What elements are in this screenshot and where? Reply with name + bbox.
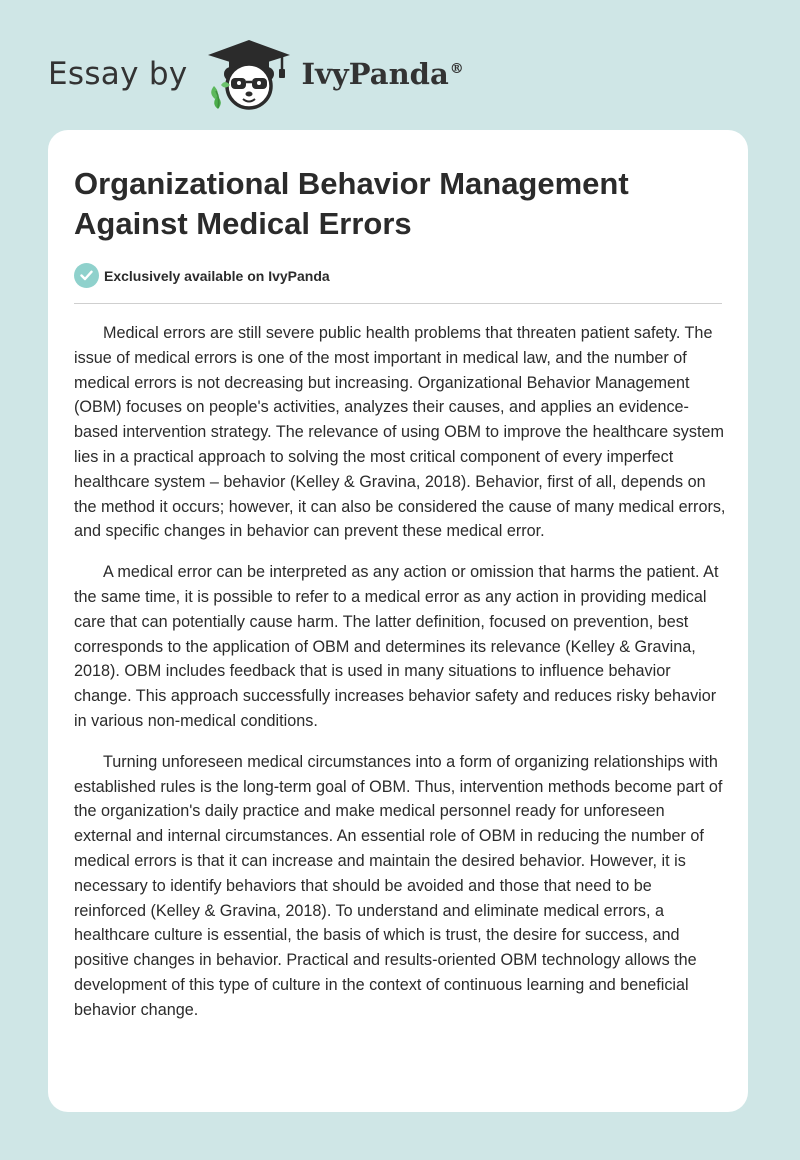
registered-mark: ®: [449, 61, 464, 78]
divider: [74, 303, 722, 304]
check-circle-icon: [74, 263, 99, 288]
ivypanda-logo-link[interactable]: [204, 36, 464, 112]
ivypanda-brand-name: IvyPanda®: [301, 57, 464, 91]
essay-paragraph: Medical errors are still severe public health problems that threaten patient safety. The issue of medical errors is one of the most important in medical law, and the number of medical errors is not decreasing but increasing. Organizational Behavior Management (OBM) focuses on people's activities, analyzes their causes, and applies an evidence-based intervention strategy. The relevance of using OBM to improve the healthcare system lies in a practical approach to solving the most critical component of every imperfect healthcare system – behavior (Kelley & Gravina, 2018). Behavior, first of all, depends on the method it occurs; however, it can also be considered the cause of many medical errors, and specific changes in behavior can prevent these medical error.: [74, 324, 726, 541]
essay-by-label: Essay by: [48, 56, 188, 92]
essay-card: [48, 130, 748, 1112]
exclusive-badge: [74, 263, 330, 288]
essay-paragraph: A medical error can be interpreted as any action or omission that harms the patient. At the same time, it is possible to refer to a medical error as any action in providing medical care that can potentially cause harm. The latter definition, focused on prevention, best corresponds to the application of OBM and determines its relevance (Kelley & Gravina, 2018). OBM includes feedback that is used in many situations to influence behavior change. This approach successfully increases behavior safety and reduces risky behavior in various non-medical conditions.: [74, 563, 719, 730]
essay-body: [74, 321, 726, 1039]
essay-paragraph: Turning unforeseen medical circumstances into a form of organizing relationships with established rules is the long-term goal of OBM. Thus, intervention methods become part of the organization's daily practice and make medical personnel ready for unforeseen external and internal circumstances. An essential role of OBM in reducing the number of medical errors is that it can increase and maintain the desired behavior. However, it is necessary to identify behaviors that should be avoided and those that need to be reinforced (Kelley & Gravina, 2018). To understand and eliminate medical errors, a healthcare culture is essential, the basis of which is trust, the desire for success, and positive changes in behavior. Practical and results-oriented OBM technology allows the development of this type of culture in the context of continuous learning and beneficial behavior change.: [74, 752, 723, 1019]
site-header: [48, 34, 464, 114]
exclusive-badge-text: Exclusively available on IvyPanda: [104, 267, 330, 284]
panda-graduate-logo-icon: [204, 36, 294, 112]
essay-title: Organizational Behavior Management Against Medical Errors: [74, 166, 629, 241]
